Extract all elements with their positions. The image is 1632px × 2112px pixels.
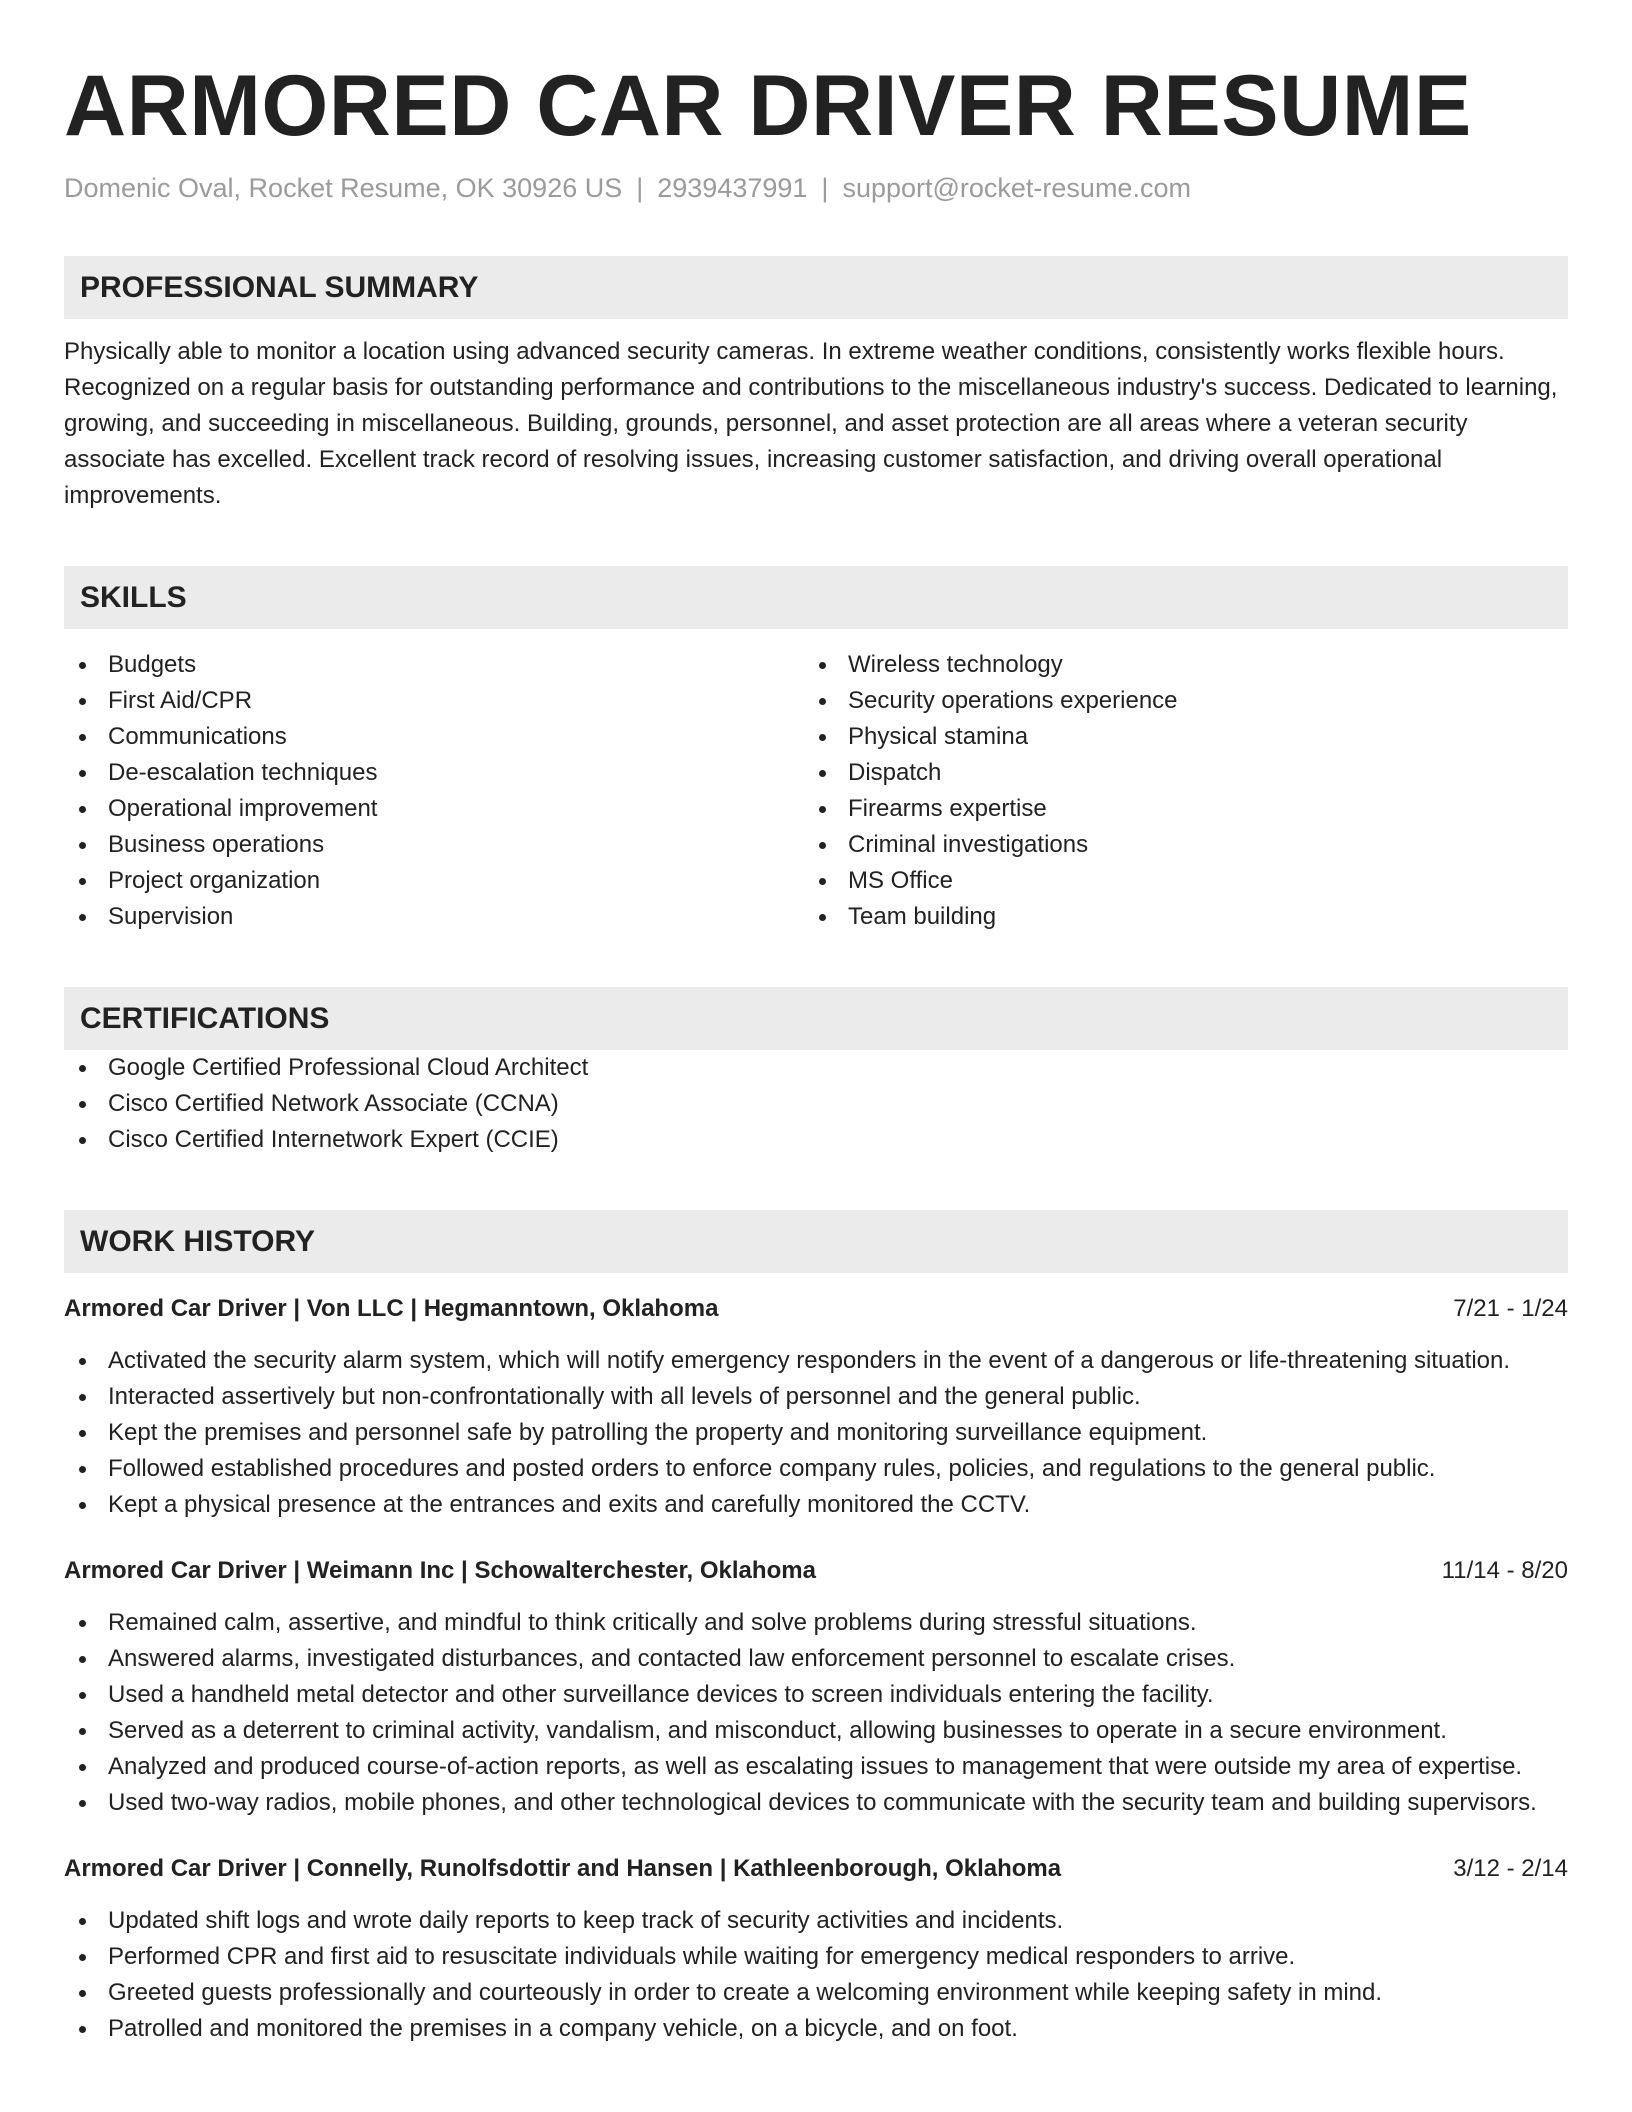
skills-right-list (804, 647, 1544, 935)
job-duty: Greeted guests professionally and courteously in order to create a welcoming environment while keeping safety in mind. (64, 1975, 1568, 2011)
job-entry (64, 1553, 1568, 1821)
contact-phone: 2939437991 (657, 173, 808, 203)
skill-item: Project organization (64, 863, 804, 899)
job-title: Armored Car Driver | Connelly, Runolfsdottir and Hansen | Kathleenborough, Oklahoma (64, 1855, 1062, 1882)
skill-item: De-escalation techniques (64, 755, 804, 791)
job-duty: Performed CPR and first aid to resuscitate individuals while waiting for emergency medical responders to arrive. (64, 1939, 1568, 1975)
job-entry (64, 1291, 1568, 1523)
summary-body (64, 334, 1568, 514)
contact-address: Domenic Oval, Rocket Resume, OK 30926 US (64, 173, 623, 203)
job-duties-list (64, 1343, 1568, 1523)
job-dates: 3/12 - 2/14 (1453, 1855, 1568, 1882)
job-title: Armored Car Driver | Von LLC | Hegmanntown, Oklahoma (64, 1295, 719, 1322)
skills-columns (64, 647, 1568, 935)
job-duty: Remained calm, assertive, and mindful to think critically and solve problems during stressful situations. (64, 1605, 1568, 1641)
skill-item: Operational improvement (64, 791, 804, 827)
job-entry (64, 1851, 1568, 2047)
job-title: Armored Car Driver | Weimann Inc | Schowalterchester, Oklahoma (64, 1557, 816, 1584)
job-duty: Kept the premises and personnel safe by patrolling the property and monitoring surveillance equipment. (64, 1415, 1568, 1451)
section-heading-certifications: CERTIFICATIONS (64, 987, 1568, 1050)
job-dates: 11/14 - 8/20 (1441, 1557, 1568, 1584)
job-header (64, 1851, 1568, 1887)
skills-right-column (804, 647, 1544, 935)
skill-item: Physical stamina (804, 719, 1544, 755)
certification-item: Cisco Certified Internetwork Expert (CCIE) (64, 1122, 1568, 1158)
job-duty: Answered alarms, investigated disturbances, and contacted law enforcement personnel to escalate crises. (64, 1641, 1568, 1677)
job-duty: Activated the security alarm system, which will notify emergency responders in the event of a dangerous or life-threatening situation. (64, 1343, 1568, 1379)
skills-left-column (64, 647, 804, 935)
skill-item: MS Office (804, 863, 1544, 899)
resume-title: ARMORED CAR DRIVER RESUME (64, 58, 1472, 154)
contact-separator: | (821, 173, 829, 203)
skill-item: Supervision (64, 899, 804, 935)
job-duties-list (64, 1605, 1568, 1821)
section-heading-skills: SKILLS (64, 566, 1568, 629)
contact-email: support@rocket-resume.com (842, 173, 1191, 203)
section-heading-work-history: WORK HISTORY (64, 1210, 1568, 1273)
skill-item: Dispatch (804, 755, 1544, 791)
job-duty: Analyzed and produced course-of-action reports, as well as escalating issues to management that were outside my area of expertise. (64, 1749, 1568, 1785)
job-duties-list (64, 1903, 1568, 2047)
skill-item: First Aid/CPR (64, 683, 804, 719)
contact-line (64, 170, 1568, 206)
summary-text: Physically able to monitor a location using advanced security cameras. In extreme weather conditions, consistently works flexible hours. Recognized on a regular basis for outstanding performance and contributions to the miscellaneous industry's success. Dedicated to learning, growing, and succeeding in miscellaneous. Building, grounds, personnel, and asset protection are all areas where a veteran security associate has excelled. Excellent track record of resolving issues, increasing customer satisfaction, and driving overall operational improvements. (64, 338, 1558, 509)
skill-item: Security operations experience (804, 683, 1544, 719)
job-duty: Patrolled and monitored the premises in a company vehicle, on a bicycle, and on foot. (64, 2011, 1568, 2047)
skill-item: Team building (804, 899, 1544, 935)
job-header (64, 1291, 1568, 1327)
skill-item: Business operations (64, 827, 804, 863)
job-duty: Served as a deterrent to criminal activity, vandalism, and misconduct, allowing businesses to operate in a secure environment. (64, 1713, 1568, 1749)
skill-item: Budgets (64, 647, 804, 683)
section-heading-summary: PROFESSIONAL SUMMARY (64, 256, 1568, 319)
skill-item: Communications (64, 719, 804, 755)
certification-item: Google Certified Professional Cloud Architect (64, 1050, 1568, 1086)
job-dates: 7/21 - 1/24 (1453, 1295, 1568, 1322)
job-duty: Interacted assertively but non-confrontationally with all levels of personnel and the general public. (64, 1379, 1568, 1415)
job-duty: Used two-way radios, mobile phones, and other technological devices to communicate with the security team and building supervisors. (64, 1785, 1568, 1821)
job-duty: Used a handheld metal detector and other surveillance devices to screen individuals entering the facility. (64, 1677, 1568, 1713)
job-duty: Updated shift logs and wrote daily reports to keep track of security activities and incidents. (64, 1903, 1568, 1939)
job-header (64, 1553, 1568, 1589)
job-duty: Kept a physical presence at the entrances and exits and carefully monitored the CCTV. (64, 1487, 1568, 1523)
skills-left-list (64, 647, 804, 935)
skill-item: Criminal investigations (804, 827, 1544, 863)
certification-item: Cisco Certified Network Associate (CCNA) (64, 1086, 1568, 1122)
certifications-list (64, 1050, 1568, 1158)
job-duty: Followed established procedures and posted orders to enforce company rules, policies, and regulations to the general public. (64, 1451, 1568, 1487)
skill-item: Firearms expertise (804, 791, 1544, 827)
contact-separator: | (636, 173, 644, 203)
skill-item: Wireless technology (804, 647, 1544, 683)
